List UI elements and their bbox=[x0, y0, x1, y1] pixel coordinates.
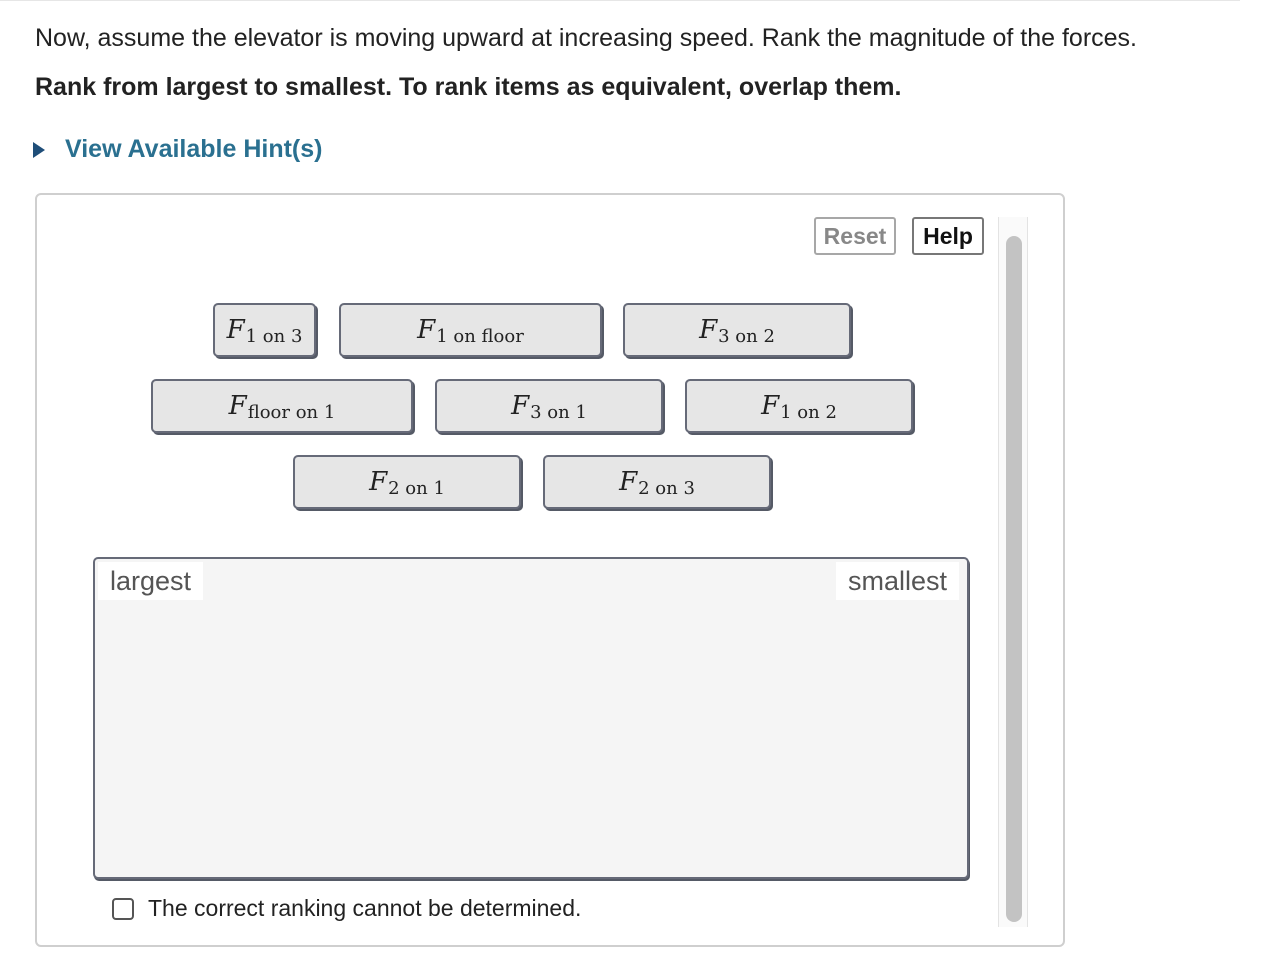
tile-subscript: floor on 1 bbox=[247, 401, 336, 423]
tile-subscript: 2 on 3 bbox=[638, 477, 695, 499]
question-text: Now, assume the elevator is moving upward at increasing speed. Rank the magnitude of the forces. bbox=[35, 24, 1137, 52]
tile-variable: F bbox=[699, 315, 718, 345]
tile-subscript: 3 on 2 bbox=[718, 325, 775, 347]
tile-variable: F bbox=[761, 391, 780, 421]
smallest-label: smallest bbox=[836, 562, 959, 600]
tile-subscript: 1 on floor bbox=[436, 325, 524, 347]
scrollbar-thumb[interactable] bbox=[1006, 236, 1022, 922]
tile-f-1-on-floor[interactable] bbox=[339, 303, 602, 357]
tile-f-1-on-3[interactable] bbox=[213, 303, 316, 357]
instruction-text: Rank from largest to smallest. To rank items as equivalent, overlap them. bbox=[35, 73, 902, 101]
tile-f-floor-on-1[interactable] bbox=[151, 379, 413, 433]
tile-f-2-on-3[interactable] bbox=[543, 455, 771, 509]
tile-variable: F bbox=[417, 315, 436, 345]
tile-subscript: 2 on 1 bbox=[388, 477, 445, 499]
view-hints-link[interactable] bbox=[33, 135, 322, 164]
help-button[interactable]: Help bbox=[912, 217, 984, 255]
tile-f-1-on-2[interactable] bbox=[685, 379, 913, 433]
tile-subscript: 1 on 3 bbox=[245, 325, 303, 347]
tile-subscript: 3 on 1 bbox=[530, 401, 587, 423]
tile-variable: F bbox=[369, 467, 388, 497]
largest-label: largest bbox=[98, 562, 203, 600]
tile-f-2-on-1[interactable] bbox=[293, 455, 521, 509]
tile-variable: F bbox=[619, 467, 638, 497]
tile-variable: F bbox=[226, 315, 245, 345]
reset-button[interactable]: Reset bbox=[814, 217, 896, 255]
ranking-dropzone[interactable] bbox=[93, 557, 969, 879]
tile-subscript: 1 on 2 bbox=[780, 401, 837, 423]
view-hints-label: View Available Hint(s) bbox=[65, 135, 323, 163]
tile-variable: F bbox=[511, 391, 530, 421]
tile-variable: F bbox=[228, 391, 247, 421]
tile-f-3-on-1[interactable] bbox=[435, 379, 663, 433]
cannot-determine-label: The correct ranking cannot be determined. bbox=[148, 895, 582, 921]
top-divider bbox=[0, 0, 1240, 1]
cannot-determine-checkbox[interactable] bbox=[112, 898, 134, 920]
expand-triangle-icon bbox=[33, 142, 45, 158]
tile-f-3-on-2[interactable] bbox=[623, 303, 851, 357]
cannot-determine-option[interactable] bbox=[112, 895, 581, 922]
